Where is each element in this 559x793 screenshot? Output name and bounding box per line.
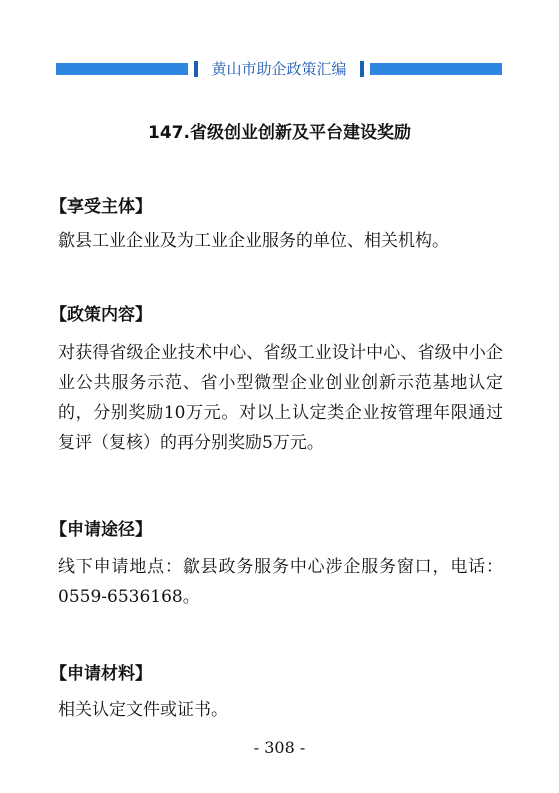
section-heading-materials: 【申请材料】 [50, 664, 152, 684]
running-header [56, 59, 502, 79]
section-body-channel: 线下申请地点：歙县政务服务中心涉企服务窗口，电话：0559-6536168。 [58, 557, 503, 607]
section-body-eligible: 歙县工业企业及为工业企业服务的单位、相关机构。 [58, 231, 449, 251]
section-body-policy: 对获得省级企业技术中心、省级工业设计中心、省级中小企业公共服务示范、省小型微型企业创业创新示范基地认定的，分别奖励10万元。对以上认定类企业按管理年限通过复评（复核）的再分别奖励5万元。 [58, 343, 503, 453]
section-heading-channel: 【申请途径】 [50, 520, 152, 540]
header-tick-left [194, 61, 198, 77]
header-title: 黄山市助企政策汇编 [211, 60, 347, 78]
section-heading-policy: 【政策内容】 [50, 305, 152, 325]
section-body-materials: 相关认定文件或证书。 [58, 700, 228, 720]
header-bar-left [56, 63, 188, 75]
header-bar-right [370, 63, 502, 75]
header-tick-right [360, 61, 364, 77]
page-number: - 308 - [253, 738, 306, 757]
section-heading-eligible: 【享受主体】 [50, 197, 152, 217]
document-title: 147.省级创业创新及平台建设奖励 [148, 123, 411, 143]
